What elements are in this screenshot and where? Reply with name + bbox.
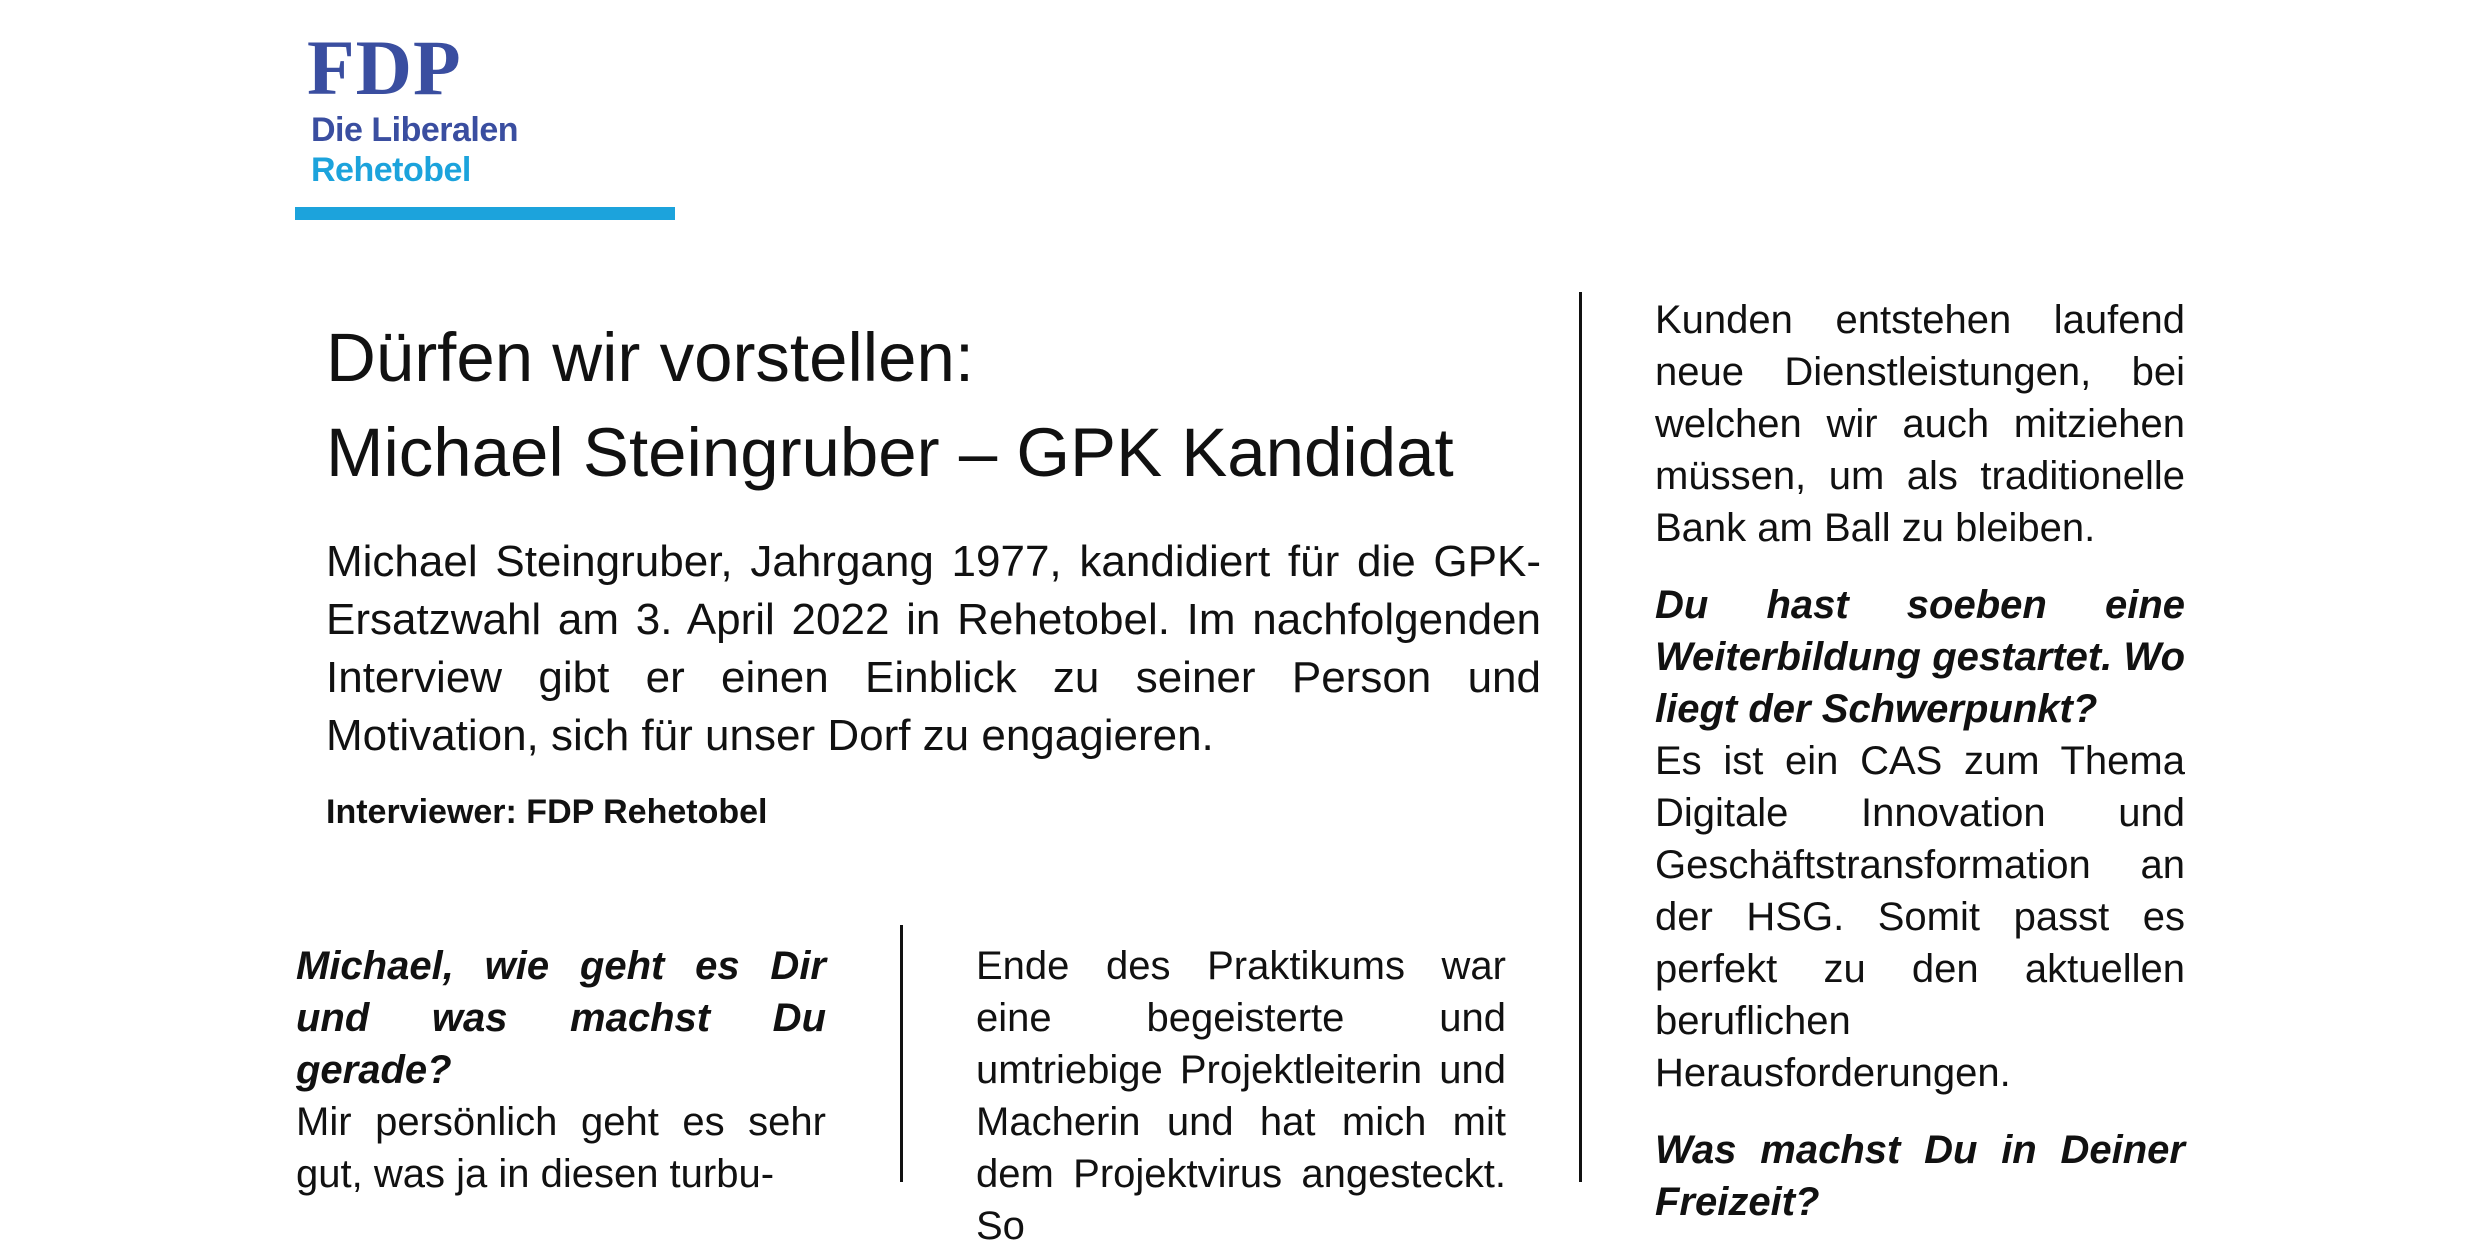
- logo-underline-bar: [295, 207, 675, 220]
- interviewer-credit: Interviewer: FDP Rehetobel: [326, 793, 768, 831]
- logo-tagline: Die Liberalen: [311, 111, 519, 149]
- article-title-line-2: Michael Steingruber – GPK Kandidat: [326, 414, 1454, 491]
- column-divider-left: [900, 925, 903, 1182]
- interview-answer: Mir persönlich geht es sehr gut, was ja in diesen turbu-: [296, 1100, 826, 1196]
- text-column-3: [1655, 294, 2185, 1228]
- fdp-logo: [295, 24, 675, 223]
- interview-question: Was machst Du in Deiner Freizeit?: [1655, 1128, 2185, 1224]
- text-column-1: [296, 940, 826, 1200]
- logo-location: Rehetobel: [311, 151, 471, 189]
- logo-wordmark: FDP: [307, 24, 462, 111]
- text-column-2: [976, 940, 1506, 1252]
- article-title-line-1: Dürfen wir vorstellen:: [326, 319, 975, 396]
- interview-question: Michael, wie geht es Dir und was machst Du gerade?: [296, 944, 826, 1092]
- article-title: [326, 310, 1576, 500]
- interview-answer: Es ist ein CAS zum Thema Digitale Innovation und Geschäftstransformation an der HSG. Somit passt es perfekt zu den aktuellen beruflichen Herausforderungen.: [1655, 739, 2185, 1095]
- interview-question: Du hast soeben eine Weiterbildung gestartet. Wo liegt der Schwerpunkt?: [1655, 583, 2185, 731]
- column-divider-main: [1579, 292, 1582, 1182]
- article-lead: Michael Steingruber, Jahrgang 1977, kandidiert für die GPK-Ersatzwahl am 3. April 2022 in Rehetobel. Im nachfolgenden Interview gibt er einen Einblick zu seiner Person und Motivation, sich für unser Dorf zu engagieren.: [326, 537, 1541, 760]
- interview-answer: Kunden entstehen laufend neue Dienstleistungen, bei welchen wir auch mitziehen müssen, um als traditionelle Bank am Ball zu bleiben.: [1655, 298, 2185, 550]
- interview-answer: Ende des Praktikums war eine begeisterte und umtriebige Projektleiterin und Macherin und hat mich mit dem Projektvirus angesteckt. So: [976, 944, 1506, 1248]
